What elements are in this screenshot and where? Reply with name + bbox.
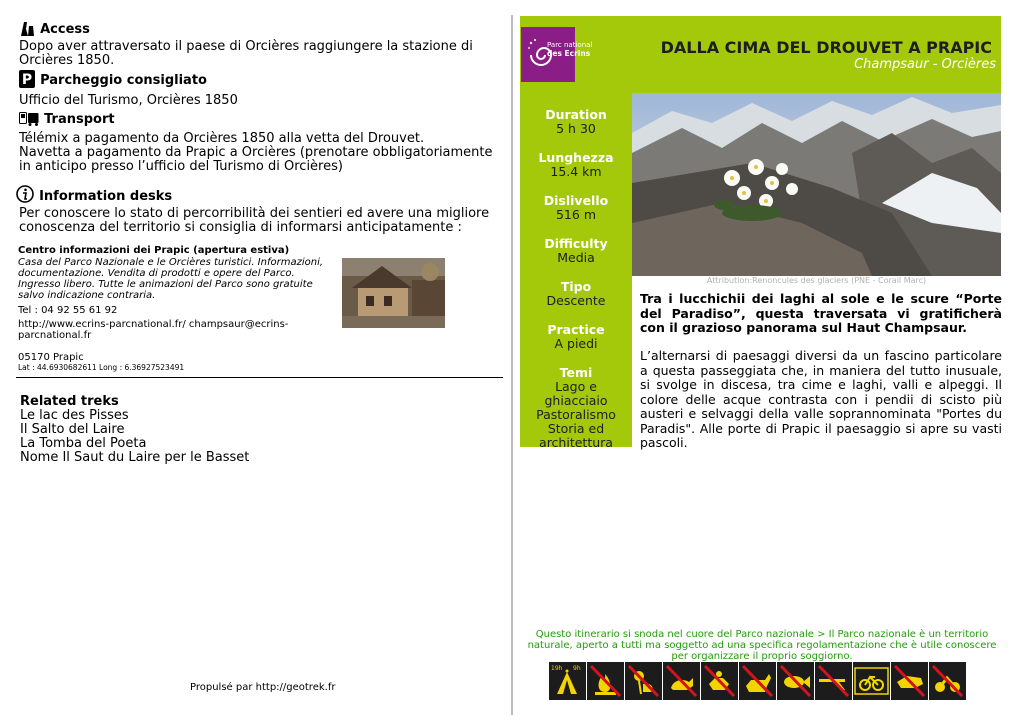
no-motor-icon — [929, 662, 966, 700]
info-label: Difficulty — [544, 236, 608, 251]
center-coords: Lat : 44.6930682611 Long : 6.36927523491 — [18, 363, 185, 372]
info-label: Lunghezza — [538, 150, 614, 165]
park-regulation-note: Questo itinerario si snoda nel cuore del Parco nazionale > Il Parco nazionale è un territorio naturale, aperto a tutti ma soggetto ad una specifica regolamentazione che è utile conoscere per organizzare il proprio soggiorno. — [527, 629, 997, 662]
powered-by[interactable]: Propulsé par http://geotrek.fr — [190, 682, 336, 693]
column-divider — [511, 15, 513, 715]
parking-text: Ufficio del Turismo, Orcières 1850 — [19, 93, 238, 108]
camping-hours-icon — [549, 662, 586, 700]
info-center-photo — [342, 258, 445, 328]
access-section — [19, 18, 505, 68]
center-web-email[interactable]: http://www.ecrins-parcnational.fr/ champsaur@ecrins-parcnational.fr — [18, 319, 289, 341]
info-value: Media — [557, 250, 595, 265]
camp-hour-start: 19h — [551, 665, 563, 672]
related-trek-4[interactable]: Nome Il Saut du Laire per le Basset — [20, 450, 250, 465]
related-trek-1[interactable]: Le lac des Pisses — [20, 408, 129, 423]
no-drone-icon — [891, 662, 928, 700]
info-themes — [520, 365, 632, 450]
info-center — [18, 245, 336, 372]
parking-icon — [19, 70, 35, 92]
info-label: Dislivello — [543, 193, 609, 208]
info-icon — [16, 185, 34, 207]
related-trek-2[interactable]: Il Salto del Laire — [20, 422, 125, 437]
logo-text-1: Parc national — [547, 41, 593, 49]
info-value: 5 h 30 — [556, 121, 596, 136]
transport-title: Transport — [44, 112, 115, 127]
info-practice — [520, 322, 632, 351]
info-value: Lago e ghiacciaio Pastoralismo Storia ed architettura — [536, 379, 616, 450]
no-dogs-icon — [663, 662, 700, 700]
info-label: Tipo — [560, 279, 592, 294]
info-difficulty — [520, 236, 632, 265]
trek-title: DALLA CIMA DEL DROUVET A PRAPIC — [660, 38, 992, 57]
center-postal: 05170 Prapic — [18, 352, 84, 363]
info-value: A piedi — [554, 336, 598, 351]
info-desks-section — [16, 185, 505, 235]
access-title: Access — [40, 22, 90, 37]
info-label: Temi — [559, 365, 593, 380]
info-length — [520, 150, 632, 179]
left-divider — [16, 377, 503, 378]
no-bike-icon — [853, 662, 890, 700]
info-duration — [520, 107, 632, 136]
trek-description: L’alternarsi di paesaggi diversi da un fascino particolare a questa passeggiata che, in maniera del tutto inusuale, si svolge in discesa, tra cime e laghi, valli e alpeggi. Il colore delle acque contrasta con i pendii di scisto più austeri e selvaggi della valle soprannominata "Portes du Paradis". Alle porte di Prapic il paesaggio si apre su vasti pascoli. — [640, 348, 1002, 450]
center-description: Casa del Parco Nazionale e le Orcières turistici. Informazioni, documentazione. Vendita di prodotti e opere del Parco. Ingresso libero. Tutte le animazioni del Parco sono gratuite salvo indicazione contraria. — [18, 257, 324, 301]
transport-section — [19, 108, 505, 174]
info-label: Practice — [547, 322, 605, 337]
photo-attribution: Attribution:Renoncules des glaciers (PNE - Corail Marc) — [706, 276, 927, 285]
info-desks-title: Information desks — [39, 189, 173, 204]
info-elevation — [520, 193, 632, 222]
info-desks-text: Per conoscere lo stato di percorribilità dei sentieri ed avere una migliore conoscenza del territorio si consiglia di informarsi anticipatamente : — [19, 206, 490, 235]
no-picking-icon — [625, 662, 662, 700]
trek-photo — [632, 93, 1001, 276]
svg-text:P: P — [21, 72, 33, 88]
logo-text-2: des Ecrins — [547, 49, 591, 58]
no-disturbing-icon — [701, 662, 738, 700]
related-treks-title: Related treks — [20, 394, 119, 409]
transport-line2: Navetta a pagamento da Prapic a Orcières (prenotare obbligatoriamente in anticipo presso l’ufficio del Turismo di Orcières) — [19, 145, 493, 174]
trek-info-sidebar — [520, 93, 632, 450]
info-value: Descente — [546, 293, 606, 308]
trek-intro: Tra i lucchichii dei laghi al sole e le scure “Porte del Paradiso”, questa traversata vi gratificherà con il grazioso panorama sul Haut Champsaur. — [640, 291, 1002, 335]
info-value: 15.4 km — [550, 164, 602, 179]
center-name: Centro informazioni dei Prapic (apertura estiva) — [18, 245, 290, 256]
bus-train-icon — [19, 111, 39, 130]
info-value: 516 m — [555, 207, 596, 222]
parking-title: Parcheggio consigliato — [40, 73, 207, 88]
no-fire-icon — [587, 662, 624, 700]
no-hunting-icon — [815, 662, 852, 700]
transport-line1: Télémix a pagamento da Orcières 1850 alla vetta del Drouvet. — [19, 131, 425, 146]
park-rules-icons — [549, 662, 966, 700]
trek-subtitle: Champsaur - Orcières — [854, 57, 996, 72]
access-text: Dopo aver attraversato il paese di Orcières raggiungere la stazione di Orcières 1850. — [19, 39, 473, 68]
no-fishing-icon — [777, 662, 814, 700]
parking-section — [19, 69, 505, 108]
camp-hour-end: 9h — [573, 665, 581, 672]
center-phone: Tel : 04 92 55 61 92 — [18, 305, 118, 316]
hiker-icon — [19, 21, 35, 40]
related-treks — [20, 394, 500, 465]
related-trek-3[interactable]: La Tomba del Poeta — [20, 436, 147, 451]
park-logo — [521, 27, 593, 82]
info-type — [520, 279, 632, 308]
no-pets-icon — [739, 662, 776, 700]
info-label: Duration — [545, 107, 607, 122]
